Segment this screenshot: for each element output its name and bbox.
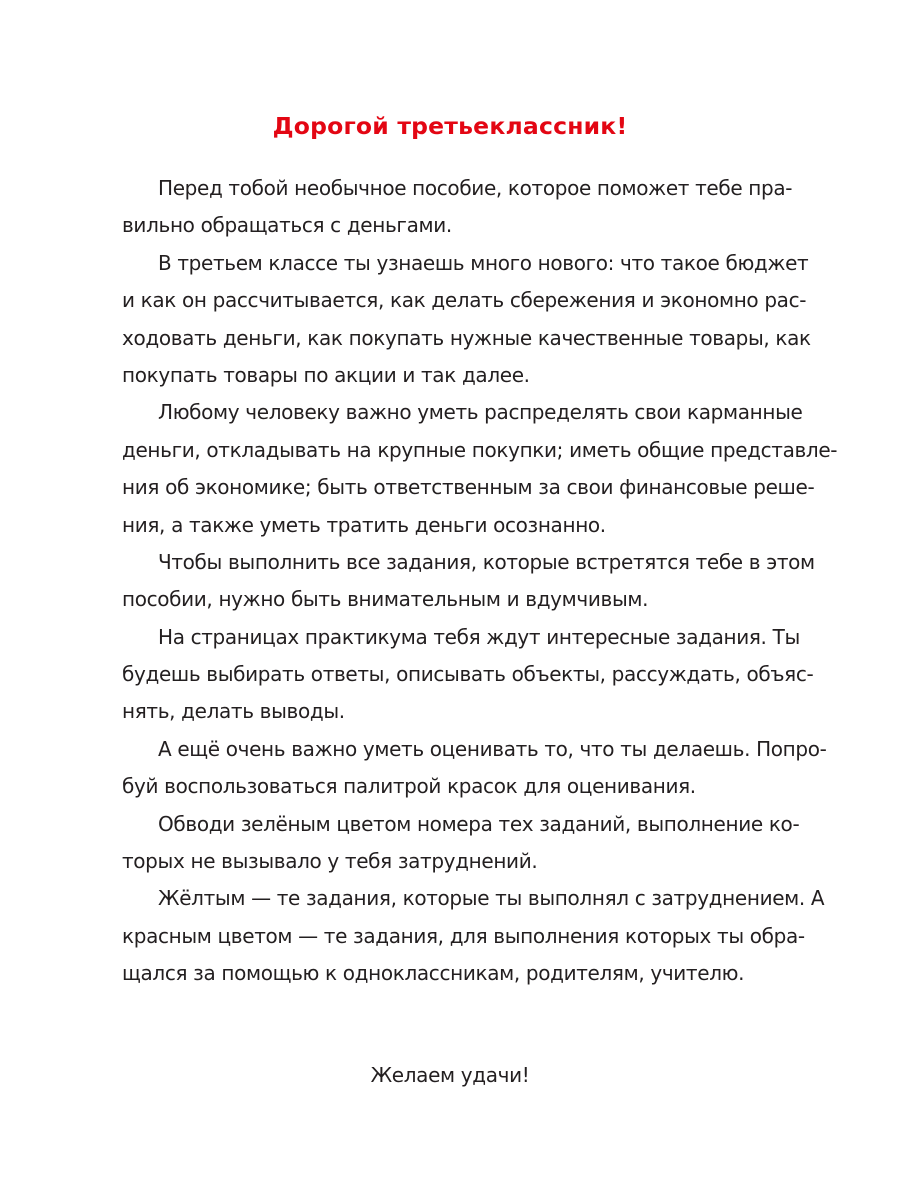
text-line: покупать товары по акции и так далее. <box>122 362 530 387</box>
paragraph-tasks <box>122 619 814 731</box>
letter-body <box>122 170 838 993</box>
text-line: щался за помощью к одноклассникам, родителям, учителю. <box>122 961 745 986</box>
text-line: ния об экономике; быть ответственным за свои финансовые реше- <box>122 475 815 500</box>
text-line: А ещё очень важно уметь оценивать то, что ты делаешь. Попро- <box>158 736 827 761</box>
closing-wish: Желаем удачи! <box>370 1063 530 1087</box>
text-line: Перед тобой необычное пособие, которое поможет тебе пра- <box>158 176 793 200</box>
paragraph-attention <box>122 544 815 619</box>
text-line: В третьем классе ты узнаешь много нового: что такое бюджет <box>158 250 809 275</box>
text-line: буй воспользоваться палитрой красок для оценивания. <box>122 774 696 799</box>
text-line: Любому человеку важно уметь распределять свои карманные <box>158 400 803 425</box>
text-line: нять, делать выводы. <box>122 699 345 724</box>
text-line: Чтобы выполнить все задания, которые встретятся тебе в этом <box>158 549 815 574</box>
paragraph-money-skills <box>122 394 838 544</box>
text-line: вильно обращаться с деньгами. <box>122 213 452 238</box>
text-line: и как он рассчитывается, как делать сбережения и экономно рас- <box>122 288 807 313</box>
paragraph-green-color <box>122 806 800 881</box>
text-line: Жёлтым — те задания, которые ты выполнял с затруднением. А <box>158 886 825 911</box>
text-line: пособии, нужно быть внимательным и вдумчивым. <box>122 587 649 612</box>
paragraph-yellow-red-colors <box>122 880 825 992</box>
paragraph-self-assessment <box>122 731 827 806</box>
text-line: ния, а также уметь тратить деньги осознанно. <box>122 512 606 537</box>
text-line: деньги, откладывать на крупные покупки; иметь общие представле- <box>122 437 838 462</box>
text-line: будешь выбирать ответы, описывать объекты, рассуждать, объяс- <box>122 662 814 687</box>
text-line: ходовать деньги, как покупать нужные качественные товары, как <box>122 325 811 350</box>
text-line: торых не вызывало у тебя затруднений. <box>122 849 538 874</box>
text-line: Обводи зелёным цветом номера тех заданий, выполнение ко- <box>158 811 800 836</box>
paragraph-third-grade-topics <box>122 245 811 395</box>
paragraph-intro <box>122 170 793 245</box>
text-line: красным цветом — те задания, для выполнения которых ты обра- <box>122 923 805 948</box>
text-line: На страницах практикума тебя ждут интересные задания. Ты <box>158 624 800 649</box>
page-title: Дорогой третьеклассник! <box>272 111 628 140</box>
